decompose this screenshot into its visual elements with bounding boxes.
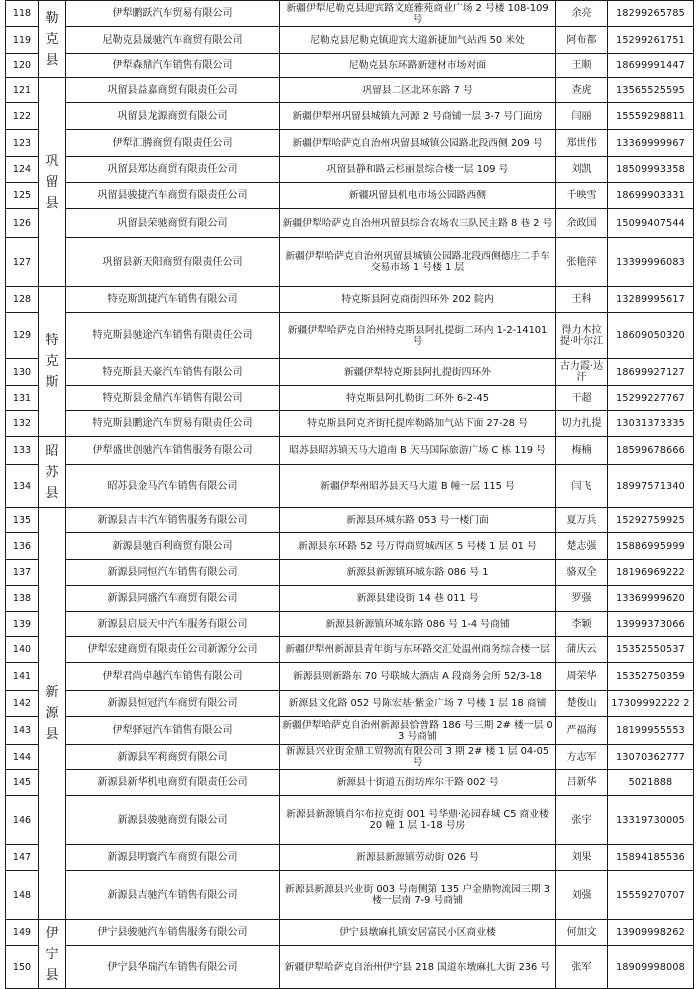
contact-person: 闫丽 [556,103,608,130]
county-cell: 特克斯 [39,287,66,437]
address: 新疆伊犁州昭苏县天马大道 B 幢一层 115 号 [280,465,556,508]
company-name: 新源县恒冠汽车商贸有限公司 [66,691,280,717]
address: 新源县则新路东 70 号联城大酒店 A 段商务会所 52/3-18 [280,663,556,691]
address: 新疆伊犁哈萨克自治州巩留县综合农场农三队民主路 8 巷 2 号 [280,209,556,238]
address: 新疆伊犁哈萨克自治州伊宁县 218 国道东墩麻扎大街 236 号 [280,946,556,989]
row-number: 118 [6,1,39,27]
phone-number: 17309992222 2 [608,691,694,717]
phone-number: 5021888 [608,770,694,796]
county-cell: 伊宁县 [39,920,66,989]
row-number: 133 [6,437,39,465]
row-number: 142 [6,691,39,717]
address: 新源县文化路 052 号陈宏基·紫金广场 7 号楼 1 层 18 商铺 [280,691,556,717]
table-row [6,1,694,27]
contact-person: 何加文 [556,920,608,946]
contact-person: 得力木拉提·叶尔江 [556,313,608,359]
phone-number: 18199955553 [608,717,694,745]
contact-person: 刘强 [556,871,608,920]
address: 伊宁县墩麻扎镇安居富民小区商业楼 [280,920,556,946]
company-name: 伊犁汇腾商贸有限责任公司 [66,130,280,157]
contact-person: 阿布都 [556,27,608,54]
phone-number: 13369999967 [608,130,694,157]
county-cell: 新源县 [39,508,66,920]
contact-person: 刘果 [556,845,608,871]
address: 新源县十街道五街坊库尔干路 002 号 [280,770,556,796]
contact-person: 楚志强 [556,533,608,560]
dealer-table-body [6,1,694,989]
row-number: 123 [6,130,39,157]
contact-person: 干超 [556,386,608,411]
company-name: 伊犁森鼎汽车销售有限公司 [66,54,280,78]
table-row [6,27,694,54]
address: 新疆伊犁特克斯县阿扎提街四环外 [280,359,556,386]
company-name: 特克斯县驰途汽车销售有限责任公司 [66,313,280,359]
company-name: 特克斯凯捷汽车销售有限公司 [66,287,280,313]
contact-person: 王科 [556,287,608,313]
contact-person: 王顺 [556,54,608,78]
phone-number: 13369999620 [608,586,694,612]
table-row [6,663,694,691]
row-number: 130 [6,359,39,386]
row-number: 131 [6,386,39,411]
address: 新疆巩留县机电市场公园路西侧 [280,183,556,209]
company-name: 新源县新华机电商贸有限责任公司 [66,770,280,796]
address: 尼勒克县尼勒克镇迎宾大道新捷加气站西 50 米处 [280,27,556,54]
company-name: 新源县明寰汽车商贸有限公司 [66,845,280,871]
address: 巩留县二区北环东路 7 号 [280,78,556,103]
table-row [6,386,694,411]
contact-person: 罗强 [556,586,608,612]
phone-number: 18699991447 [608,54,694,78]
company-name: 巩留县龙源商贸有限公司 [66,103,280,130]
row-number: 125 [6,183,39,209]
company-name: 伊犁宏建商贸有限责任公司新源分公司 [66,637,280,663]
company-name: 巩留县荣驰商贸有限公司 [66,209,280,238]
phone-number: 18509993358 [608,157,694,183]
contact-person: 周荣华 [556,663,608,691]
phone-number: 13070362777 [608,745,694,770]
row-number: 144 [6,745,39,770]
contact-person: 蒲庆云 [556,637,608,663]
address: 尼勒克县东环路新建材市场对面 [280,54,556,78]
company-name: 特克斯县鹏途汽车贸易有限责任公司 [66,411,280,437]
contact-person: 李颖 [556,612,608,637]
address: 昭苏县昭苏镇天马大道南 B 天马国际旅游广场 C 栋 119 号 [280,437,556,465]
contact-person: 张军 [556,946,608,989]
phone-number: 13909998262 [608,920,694,946]
address: 特克斯县阿扎勒街二环外 6-2-45 [280,386,556,411]
phone-number: 18909998008 [608,946,694,989]
address: 新源县建设街 14 巷 011 号 [280,586,556,612]
row-number: 128 [6,287,39,313]
company-name: 新源县吉驰汽车销售有限公司 [66,871,280,920]
company-name: 伊犁鹏跃汽车贸易有限公司 [66,1,280,27]
contact-person: 千映雪 [556,183,608,209]
phone-number: 15299227767 [608,386,694,411]
company-name: 巩留县新天阳商贸有限责任公司 [66,238,280,287]
row-number: 141 [6,663,39,691]
row-number: 126 [6,209,39,238]
row-number: 145 [6,770,39,796]
address: 新疆伊犁哈萨克自治州巩留县城镇公园路北段西侧 209 号 [280,130,556,157]
row-number: 135 [6,508,39,533]
phone-number: 15559298811 [608,103,694,130]
table-row [6,411,694,437]
contact-person: 夏万兵 [556,508,608,533]
table-row [6,437,694,465]
contact-person: 梅楠 [556,437,608,465]
phone-number: 13999373066 [608,612,694,637]
row-number: 121 [6,78,39,103]
contact-person: 切力扎提 [556,411,608,437]
table-row [6,103,694,130]
dealer-table-page [5,0,693,983]
table-row [6,130,694,157]
address: 新疆伊犁尼勒克县迎宾路文庭雅苑商业广场 2 号楼 108-109 号 [280,1,556,27]
phone-number: 18599678666 [608,437,694,465]
address: 新疆伊犁哈萨克自治州巩留县城镇公园路北段西侧德庄二手车交易市场 1 号楼 1 层 [280,238,556,287]
company-name: 新源县同盛汽车商贸有限公司 [66,586,280,612]
table-row [6,745,694,770]
table-row [6,359,694,386]
phone-number: 15886995999 [608,533,694,560]
row-number: 127 [6,238,39,287]
company-name: 特克斯县天豪汽车销售有限公司 [66,359,280,386]
contact-person: 古力霞·达汗 [556,359,608,386]
contact-person: 余政国 [556,209,608,238]
row-number: 149 [6,920,39,946]
company-name: 伊犁君尚卓越汽车销售有限公司 [66,663,280,691]
address: 新疆伊犁州新源县青年街与东环路交汇处温州商务综合楼一层 [280,637,556,663]
company-name: 伊宁县华瑞汽车销售有限公司 [66,946,280,989]
company-name: 伊犁驿冠汽车销售有限公司 [66,717,280,745]
phone-number: 13565525595 [608,78,694,103]
company-name: 新源县启辰天中汽车服务有限公司 [66,612,280,637]
phone-number: 18699903331 [608,183,694,209]
row-number: 146 [6,796,39,845]
phone-number: 15352750359 [608,663,694,691]
address: 新源县新源镇肖尔布拉克街 001 号华鼎·沁园春城 C5 商业楼 20 幢 1 层 1-18 号房 [280,796,556,845]
phone-number: 15099407544 [608,209,694,238]
phone-number: 15559270707 [608,871,694,920]
company-name: 新源县同恒汽车销售有限公司 [66,560,280,586]
table-row [6,612,694,637]
row-number: 129 [6,313,39,359]
table-row [6,533,694,560]
contact-person: 方志军 [556,745,608,770]
phone-number: 18699927127 [608,359,694,386]
company-name: 伊犁盛世创驰汽车销售服务有限公司 [66,437,280,465]
table-row [6,313,694,359]
address: 特克斯县阿克商街四环外 202 院内 [280,287,556,313]
table-row [6,465,694,508]
company-name: 伊宁县骏驰汽车销售服务有限公司 [66,920,280,946]
company-name: 新源县军莉商贸有限公司 [66,745,280,770]
table-row [6,157,694,183]
address: 新疆伊犁哈萨克自治州新源县恰普路 186 号三期 2# 楼一层 03 号商铺 [280,717,556,745]
table-row [6,586,694,612]
county-cell: 昭苏县 [39,437,66,508]
phone-number: 15894185536 [608,845,694,871]
address: 新源县环城东路 053 号一楼门面 [280,508,556,533]
table-row [6,238,694,287]
table-row [6,508,694,533]
county-cell: 巩留县 [39,78,66,287]
row-number: 138 [6,586,39,612]
phone-number: 13289995617 [608,287,694,313]
contact-person: 余亮 [556,1,608,27]
row-number: 150 [6,946,39,989]
company-name: 巩留县骏捷汽车商贸有限责任公司 [66,183,280,209]
company-name: 巩留县益嘉商贸有限责任公司 [66,78,280,103]
company-name: 新源县吉丰汽车销售服务有限公司 [66,508,280,533]
address: 新源县兴业街金鼎工贸物流有限公司 3 期 2# 楼 1 层 04-05 号 [280,745,556,770]
phone-number: 13031373335 [608,411,694,437]
table-row [6,54,694,78]
phone-number: 18997571340 [608,465,694,508]
table-row [6,796,694,845]
row-number: 137 [6,560,39,586]
table-row [6,78,694,103]
row-number: 147 [6,845,39,871]
row-number: 143 [6,717,39,745]
contact-person: 刘凯 [556,157,608,183]
phone-number: 18609050320 [608,313,694,359]
address: 新疆伊犁哈萨克自治州特克斯县阿扎提街二环内 1-2-14101 号 [280,313,556,359]
company-name: 特克斯县金鼎汽车销售有限公司 [66,386,280,411]
contact-person: 查虎 [556,78,608,103]
phone-number: 15292759925 [608,508,694,533]
table-row [6,946,694,989]
row-number: 134 [6,465,39,508]
contact-person: 张宇 [556,796,608,845]
table-row [6,560,694,586]
table-row [6,770,694,796]
contact-person: 楚俊山 [556,691,608,717]
address: 新源县新源镇劳动街 026 号 [280,845,556,871]
table-row [6,183,694,209]
row-number: 120 [6,54,39,78]
address: 新源县新源镇环城东路 086 号 1 [280,560,556,586]
row-number: 122 [6,103,39,130]
table-row [6,871,694,920]
address: 新源县新源镇环城东路 086 号 1-4 号商铺 [280,612,556,637]
company-name: 巩留县郑达商贸有限责任公司 [66,157,280,183]
table-row [6,209,694,238]
company-name: 昭苏县金马汽车销售有限公司 [66,465,280,508]
phone-number: 13319730005 [608,796,694,845]
phone-number: 15299261751 [608,27,694,54]
contact-person: 严福海 [556,717,608,745]
table-row [6,845,694,871]
table-row [6,717,694,745]
table-row [6,691,694,717]
address: 巩留县静和路云杉丽景综合楼一层 109 号 [280,157,556,183]
row-number: 148 [6,871,39,920]
row-number: 139 [6,612,39,637]
county-cell: 勒克县 [39,1,66,78]
row-number: 140 [6,637,39,663]
phone-number: 15352550537 [608,637,694,663]
dealer-table [5,0,694,989]
company-name: 尼勒克县晟驰汽车商贸有限公司 [66,27,280,54]
contact-person: 吕新华 [556,770,608,796]
row-number: 124 [6,157,39,183]
address: 新源县东环路 52 号万得商贸城西区 5 号楼 1 层 01 号 [280,533,556,560]
contact-person: 骆双全 [556,560,608,586]
contact-person: 张艳萍 [556,238,608,287]
table-row [6,637,694,663]
contact-person: 郑世伟 [556,130,608,157]
table-row [6,920,694,946]
company-name: 新源县骏驰商贸有限公司 [66,796,280,845]
phone-number: 18196969222 [608,560,694,586]
address: 新源县新源县兴业街 003 号南侧第 135 户金鼎物流园三期 3 楼一层南 7-9 号商铺 [280,871,556,920]
phone-number: 13399996083 [608,238,694,287]
contact-person: 闫飞 [556,465,608,508]
row-number: 136 [6,533,39,560]
row-number: 119 [6,27,39,54]
company-name: 新源县驰百利商贸有限公司 [66,533,280,560]
table-row [6,287,694,313]
address: 新疆伊犁州巩留县城镇九河源 2 号商铺一层 3-7 号门面房 [280,103,556,130]
row-number: 132 [6,411,39,437]
phone-number: 18299265785 [608,1,694,27]
address: 特克斯县阿克齐街托提库勒路加气站下面 27-28 号 [280,411,556,437]
